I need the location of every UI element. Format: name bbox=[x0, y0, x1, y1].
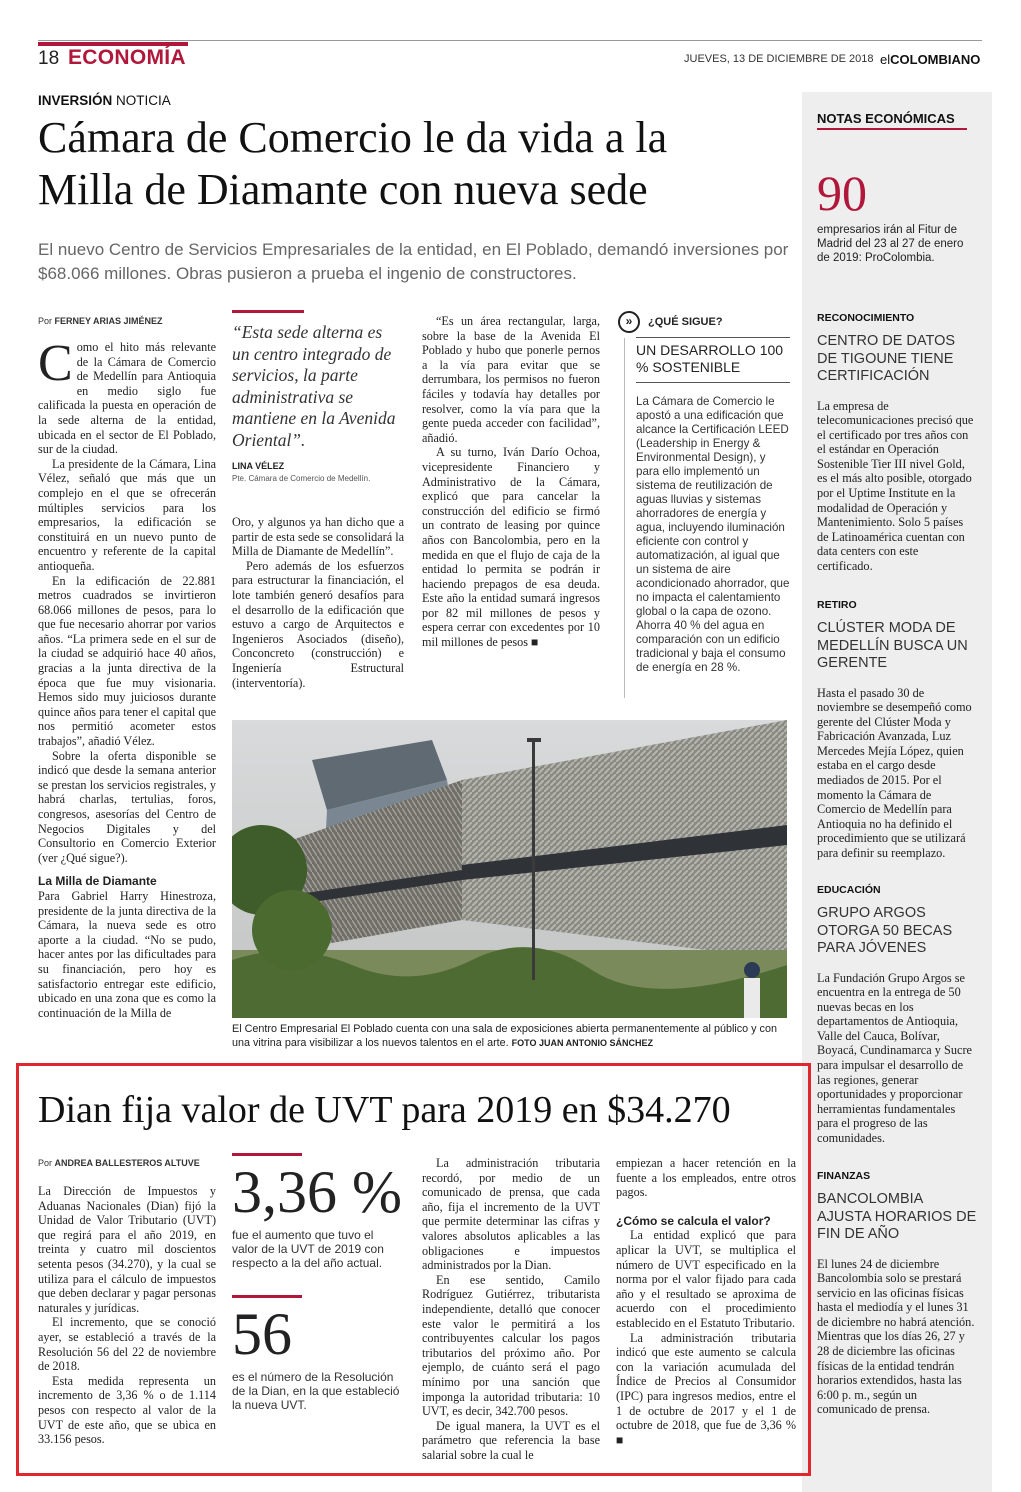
photo-credit: FOTO JUAN ANTONIO SÁNCHEZ bbox=[511, 1038, 654, 1048]
quote-accent-bar bbox=[232, 310, 304, 313]
byline-prefix: Por bbox=[38, 316, 53, 326]
notas-big-number: 90 bbox=[817, 165, 867, 221]
que-sigue-title: UN DESARROLLO 100 % SOSTENIBLE bbox=[636, 342, 784, 375]
paragraph: La presidente de la Cámara, Lina Vélez, señaló que más que un complejo en el que se ofrecerán múltiples servicios para los empresarios, la edificación se constituirá en un nuevo punto de encuentro y referente de la capital antioqueña. bbox=[38, 456, 216, 573]
paragraph: omo el hito más relevante de la Cámara de Comercio de Medellín para Antioquia en medio siglo fue calificada la puesta en operación de la sede alterna de la entidad, ubicada en el sector de El Poblado, sur de la ciudad. bbox=[38, 340, 216, 457]
que-sigue-divider bbox=[624, 338, 625, 698]
paragraph: Para Gabriel Harry Hinestroza, presidente de la junta directiva de la Cámara, la nueva sede es otro aporte a la ciudad. “No se pudo, hacer antes por las dificultades para su financiación, pero hoy es satisfactorio entregar este edificio, ubicado en una zona que es como la continuación de la Milla de bbox=[38, 888, 216, 1020]
masthead bbox=[880, 52, 980, 67]
byline-author: FERNEY ARIAS JIMÉNEZ bbox=[54, 316, 163, 326]
paragraph: La Dirección de Impuestos y Aduanas Nacionales (Dian) fijó la Unidad de Valor Tributario (UVT) que regirá para el año 2019, en treinta y cuatro mil doscientos setenta pesos (34.270), y la cual se utiliza para el cálculo de impuestos que deben declarar y pagar personas naturales y jurídicas. bbox=[38, 1184, 216, 1315]
que-sigue-box bbox=[618, 311, 790, 698]
paragraph: En la edificación de 22.881 metros cuadrados se invirtieron 68.066 millones de pesos, para lo que fue necesario ahorrar por varios años. “La primera sede en el sur de la ciudad se adquirió hace 40 años, gracias a la junta directiva de la época que fue muy visionaria. Hemos sido muy juiciosos durante quince años para tener el capital que nos permitió acometer estos trabajos”, añadió Vélez. bbox=[38, 573, 216, 749]
paragraph: “Es un área rectangular, larga, sobre la base de la Avenida El Poblado y hubo que ponerle pernos a la vía para evitar que se derrumbara, los permisos no fueron fáciles y todavía hay detalles por resolver, como la vía para que la gente pueda acceder con facilidad”, añadió. bbox=[422, 314, 600, 445]
paragraph: De igual manera, la UVT es el parámetro que referencia la base salarial sobre la cual le bbox=[422, 1418, 600, 1462]
issue-date: JUEVES, 13 DE DICIEMBRE DE 2018 bbox=[684, 53, 874, 65]
byline bbox=[38, 1158, 200, 1168]
byline-author: ANDREA BALLESTEROS ALTUVE bbox=[54, 1158, 200, 1168]
kicker-type: NOTICIA bbox=[116, 93, 171, 108]
nota-body: El lunes 24 de diciembre Bancolombia solo se prestará servicio en las oficinas físicas hasta el mediodía y el lunes 31 de diciembre no habrá atención. Mientras que los días 26, 27 y 28 de diciembre las oficinas físicas de la entidad tendrán horarios extendidos, hasta las 6:00 p. m., según un comunicado de prensa. bbox=[817, 1256, 975, 1417]
paragraph: En ese sentido, Camilo Rodríguez Gutiérrez, tributarista independiente, detalló que conocer este valor le permitirá a los contribuyentes calcular los pagos tributarios del próximo año. Por ejemplo, de cuánto será el pago mínimo por una sanción que imponga la autoridad tributaria: 10 UVT, es decir, 342.700 pesos. bbox=[422, 1272, 600, 1419]
nota-label: FINANZAS bbox=[817, 1170, 871, 1182]
stat-value: 56 bbox=[232, 1301, 292, 1367]
headline-line-1: Cámara de Comercio le da vida a la bbox=[38, 113, 668, 162]
nota-body: La Fundación Grupo Argos se encuentra en la entrega de 50 nuevas becas en los departamentos de Antioquia, Valle del Cauca, Bolívar, Boyacá, Cundinamarca y Sucre para impulsar el desarrollo de las regiones, generar oportunidades y proporcionar herramientas fundamentales para el progreso de las comunidades. bbox=[817, 970, 973, 1146]
nota-body: La empresa de telecomunicaciones precisó que el certificado por tres años con el estándar en Operación Sostenible Tier III nivel Gold, es el más alto posible, otorgado por el Uptime Institute en la modalidad de Operación y Mantenimiento. Solo 5 países de Latinoamérica cuentan con data centers con este certificado. bbox=[817, 398, 974, 574]
nota-item bbox=[817, 1170, 977, 1417]
masthead-prefix: el bbox=[880, 52, 891, 67]
article-headline bbox=[38, 112, 798, 216]
paragraph: empiezan a hacer retención en la fuente a los empleados, entre otros pagos. bbox=[616, 1156, 796, 1200]
nota-item bbox=[817, 884, 977, 1146]
caption-text: El Centro Empresarial El Poblado cuenta con una sala de exposiciones abierta permanentemente al público y con una vitrina para visibilizar a los nuevos talentos en el arte. bbox=[232, 1023, 777, 1049]
article-kicker bbox=[38, 93, 171, 108]
page-number: 18 bbox=[38, 48, 60, 69]
article-column-3 bbox=[422, 314, 600, 650]
nota-title: BANCOLOMBIA AJUSTA HORARIOS DE FIN DE AÑO bbox=[817, 1191, 977, 1242]
notas-big-text: empresarios irán al Fitur de Madrid del 23 al 27 de enero de 2019: ProColombia. bbox=[817, 224, 964, 264]
quote-source-role: Pte. Cámara de Comercio de Medellín. bbox=[232, 474, 371, 483]
nota-item bbox=[817, 312, 977, 574]
paragraph: Oro, y algunos ya han dicho que a partir de esta sede se consolidará la Milla de Diamante de Medellín”. bbox=[232, 515, 404, 559]
drop-cap: C bbox=[38, 335, 73, 392]
stat-accent-bar bbox=[232, 1295, 302, 1298]
que-sigue-body: La Cámara de Comercio le apostó a una edificación que alcance la Certificación LEED (Leadership in Energy & Environmental Design), y para ello implementó un sistema de reutilización de aguas lluvias y sistemas ahorradores de energía y agua, incluyendo iluminación eficiente con control y automatización, al igual que un sistema de aire acondicionado ahorrador, que no impacta el calentamiento global o la capa de ozono. Ahorra 40 % del agua en comparación con un edificio tradicional y baja el consumo de energía en 28 %. bbox=[636, 395, 790, 674]
paragraph: La administración tributaria indicó que este aumento se calcula con la variación acumulada del Índice de Precios al Consumidor (IPC) para ingresos medios, entre el 1 de octubre de 2017 y el 1 de octubre de 2018, que fue de 3,36 % ■ bbox=[616, 1330, 796, 1447]
paragraph: La administración tributaria recordó, por medio de un comunicado de prensa, que cada año, fija el incremento de la UVT que permite determinar las cifras y valores absolutos aplicables a las obligaciones e impuestos administrados por la Dian. bbox=[422, 1156, 600, 1273]
top-rule bbox=[38, 40, 982, 41]
nota-title: GRUPO ARGOS OTORGA 50 BECAS PARA JÓVENES bbox=[817, 905, 953, 956]
que-sigue-label: ¿QUÉ SIGUE? bbox=[648, 316, 723, 328]
masthead-name: COLOMBIANO bbox=[890, 52, 981, 67]
nota-body: Hasta el pasado 30 de noviembre se desempeñó como gerente del Clúster Moda y Fabricación Avanzada, Luz Mercedes Mejía López, quien estaba en el cargo desde mediados de 2015. Por el momento la Cámara de Comercio de Medellín para Antioquia no ha definido el procedimiento que se utilizará para definir su reemplazo. bbox=[817, 685, 972, 861]
building-photo bbox=[232, 720, 787, 1018]
nota-label: RECONOCIMIENTO bbox=[817, 312, 915, 324]
paragraph: Esta medida representa un incremento de 3,36 % o de 1.114 pesos con respecto al valor de la UVT de este año, que se ubica en 33.156 pesos. bbox=[38, 1373, 216, 1447]
nota-title: CENTRO DE DATOS DE TIGOUNE TIENE CERTIFICACIÓN bbox=[817, 333, 956, 384]
article2-headline: Dian fija valor de UVT para 2019 en $34.270 bbox=[38, 1089, 731, 1131]
kicker-bold: INVERSIÓN bbox=[38, 93, 113, 108]
paragraph: La entidad explicó que para aplicar la UVT, se multiplica el número de UVT especificado en la norma por el valor fijado para cada año y el resultado se aproxima de acuerdo con el procedimiento establecido en el Estatuto Tributario. bbox=[616, 1228, 796, 1330]
article2-column-3 bbox=[422, 1156, 600, 1462]
article-column-2 bbox=[232, 515, 404, 690]
paragraph: Sobre la oferta disponible se indicó que desde la semana anterior se prestan los servicios registrales, y habrá charlas, tertulias, foros, congresos, asesorías del Centro de Negocios Digitales y del Consultorio en Comercio Exterior (ver ¿Qué sigue?). bbox=[38, 748, 216, 865]
section-name: ECONOMÍA bbox=[68, 46, 186, 69]
headline-line-2: Milla de Diamante con nueva sede bbox=[38, 165, 648, 214]
notas-title: NOTAS ECONÓMICAS bbox=[817, 111, 955, 126]
article2-column-4 bbox=[616, 1156, 796, 1447]
nota-label: EDUCACIÓN bbox=[817, 884, 881, 896]
notas-title-rule bbox=[817, 128, 967, 130]
chevron-right-icon: » bbox=[618, 311, 640, 333]
paragraph: Pero además de los esfuerzos para estructurar la financiación, el lote también generó desafíos para el desarrollo de la edificación que estuvo a cargo de Arquitectos e Ingenieros Asociados (diseño), Conconcreto (construcción) e Ingeniería Estructural (interventoría). bbox=[232, 558, 404, 690]
article-dek: El nuevo Centro de Servicios Empresariales de la entidad, en El Poblado, demandó inversiones por $68.066 millones. Obras pusieron a prueba el ingenio de constructores. bbox=[38, 240, 789, 283]
stat-accent-bar bbox=[232, 1153, 302, 1156]
pull-quote: “Esta sede alterna es un centro integrado de servicios, la parte administrativa se mantiene en la Avenida Oriental”. bbox=[232, 322, 396, 450]
nota-item bbox=[817, 599, 977, 861]
subhead: La Milla de Diamante bbox=[38, 874, 157, 889]
paragraph: El incremento, que se conoció ayer, se estableció a través de la Resolución 56 del 22 de noviembre de 2018. bbox=[38, 1315, 216, 1374]
subhead: ¿Cómo se calcula el valor? bbox=[616, 1213, 771, 1228]
stat-text: fue el aumento que tuvo el valor de la UVT de 2019 con respecto a la del año actual. bbox=[232, 1228, 384, 1270]
article-column-1 bbox=[38, 335, 216, 1020]
photo-caption bbox=[232, 1022, 788, 1050]
byline bbox=[38, 316, 163, 326]
article2-column-1 bbox=[38, 1184, 216, 1447]
nota-label: RETIRO bbox=[817, 599, 857, 611]
nota-title: CLÚSTER MODA DE MEDELLÍN BUSCA UN GERENTE bbox=[817, 620, 968, 671]
stat-text: es el número de la Resolución de la Dian, en la que estableció la nueva UVT. bbox=[232, 1370, 400, 1412]
byline-prefix: Por bbox=[38, 1158, 53, 1168]
stat-value: 3,36 % bbox=[232, 1159, 402, 1225]
paragraph: A su turno, Iván Darío Ochoa, vicepresidente Financiero y Administrativo de la Cámara, explicó que para cancelar la construcción del edificio se firmó un contrato de leasing por quince años con Bancolombia, pero en la medida en que el flujo de caja de la entidad lo permita se podrán ir haciendo prepagos de esa deuda. Este año la entidad sumará ingresos por 82 mil millones de pesos y espera cerrar con excedentes por 10 mil millones de pesos ■ bbox=[422, 445, 600, 650]
quote-source-name: LINA VÉLEZ bbox=[232, 461, 285, 471]
